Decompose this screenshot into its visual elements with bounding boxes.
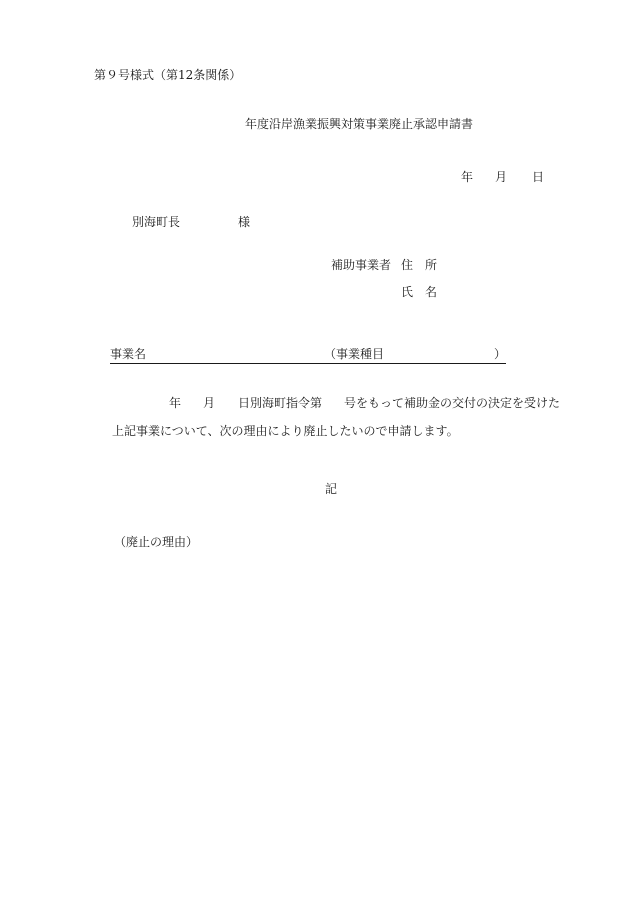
form-number: 第９号様式（第12条関係）: [94, 68, 242, 82]
project-type-label: （事業種目: [324, 347, 385, 361]
ki-mark: 記: [325, 482, 338, 496]
reason-label: （廃止の理由）: [114, 535, 199, 549]
project-line: [110, 347, 506, 364]
document-title: 年度沿岸漁業振興対策事業廃止承認申請書: [245, 117, 474, 131]
project-name-label: 事業名: [110, 347, 147, 361]
body-line1-rest: 号をもって補助金の交付の決定を受けた: [344, 396, 561, 410]
date-month: 月: [495, 170, 508, 184]
addressee-name: 別海町長: [132, 215, 181, 229]
body-month: 月: [203, 396, 216, 410]
body-line2: 上記事業について、次の理由により廃止したいので申請します。: [112, 424, 459, 438]
body-day-ref: 日別海町指令第: [238, 396, 323, 410]
applicant-name-label: 氏 名: [401, 285, 438, 299]
addressee-honorific: 様: [238, 215, 251, 229]
project-close-paren: ）: [494, 347, 507, 361]
date-year: 年: [461, 170, 474, 184]
applicant-address-label: 住 所: [401, 258, 438, 272]
date-day: 日: [532, 170, 545, 184]
applicant-label: 補助事業者: [331, 258, 392, 272]
body-year: 年: [169, 396, 182, 410]
